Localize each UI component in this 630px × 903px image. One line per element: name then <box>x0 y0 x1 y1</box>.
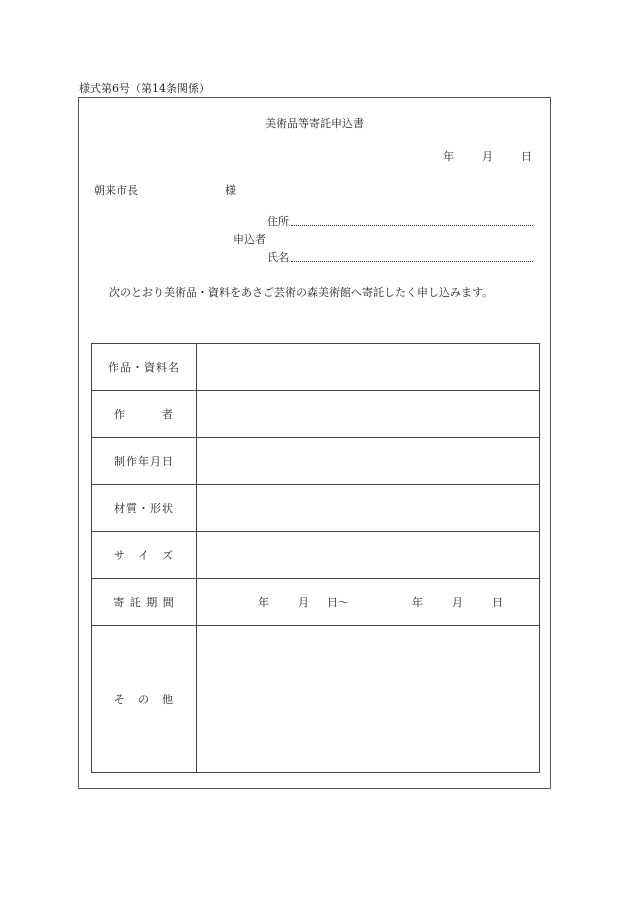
row-value-material[interactable] <box>197 485 540 532</box>
period-from-day: 日〜 <box>327 596 349 609</box>
name-field[interactable] <box>291 261 533 262</box>
period-from-month: 月 <box>298 596 309 609</box>
period-to-year: 年 <box>412 596 423 609</box>
table-row <box>92 438 540 485</box>
row-label-size: サ イ ズ <box>92 532 197 579</box>
period-to-day: 日 <box>492 596 503 609</box>
row-label-author: 作 者 <box>92 391 197 438</box>
table-row <box>92 344 540 391</box>
row-value-size[interactable] <box>197 532 540 579</box>
row-label-period: 寄 託 期 間 <box>92 579 197 626</box>
addressee: 朝来市長 <box>94 184 138 197</box>
row-value-other[interactable] <box>197 626 540 773</box>
table-row <box>92 579 540 626</box>
row-label-other: そ の 他 <box>92 626 197 773</box>
honorific: 様 <box>225 184 236 197</box>
form-frame <box>78 97 551 789</box>
applicant-label: 申込者 <box>233 233 266 246</box>
name-label: 氏名 <box>267 251 289 264</box>
row-label-material: 材質・形状 <box>92 485 197 532</box>
date-year-label: 年 <box>443 150 454 163</box>
row-label-title: 作品・資料名 <box>92 344 197 391</box>
row-value-title[interactable] <box>197 344 540 391</box>
details-table <box>91 343 540 773</box>
address-field[interactable] <box>291 225 533 226</box>
table-row <box>92 626 540 773</box>
date-month-label: 月 <box>482 150 493 163</box>
row-value-author[interactable] <box>197 391 540 438</box>
period-from-year: 年 <box>258 596 269 609</box>
table-row <box>92 485 540 532</box>
period-field <box>197 594 539 610</box>
form-title: 美術品等寄託申込書 <box>265 117 364 130</box>
row-label-date: 制作年月日 <box>92 438 197 485</box>
date-day-label: 日 <box>521 150 532 163</box>
address-label: 住所 <box>267 215 289 228</box>
row-value-date[interactable] <box>197 438 540 485</box>
row-value-period[interactable] <box>197 579 540 626</box>
table-row <box>92 532 540 579</box>
table-row <box>92 391 540 438</box>
statement-text: 次のとおり美術品・資料をあさご芸術の森美術館へ寄託したく申し込みます。 <box>109 286 494 299</box>
form-number: 様式第6号（第14条関係） <box>79 82 210 95</box>
period-to-month: 月 <box>452 596 463 609</box>
date-line <box>415 148 532 164</box>
